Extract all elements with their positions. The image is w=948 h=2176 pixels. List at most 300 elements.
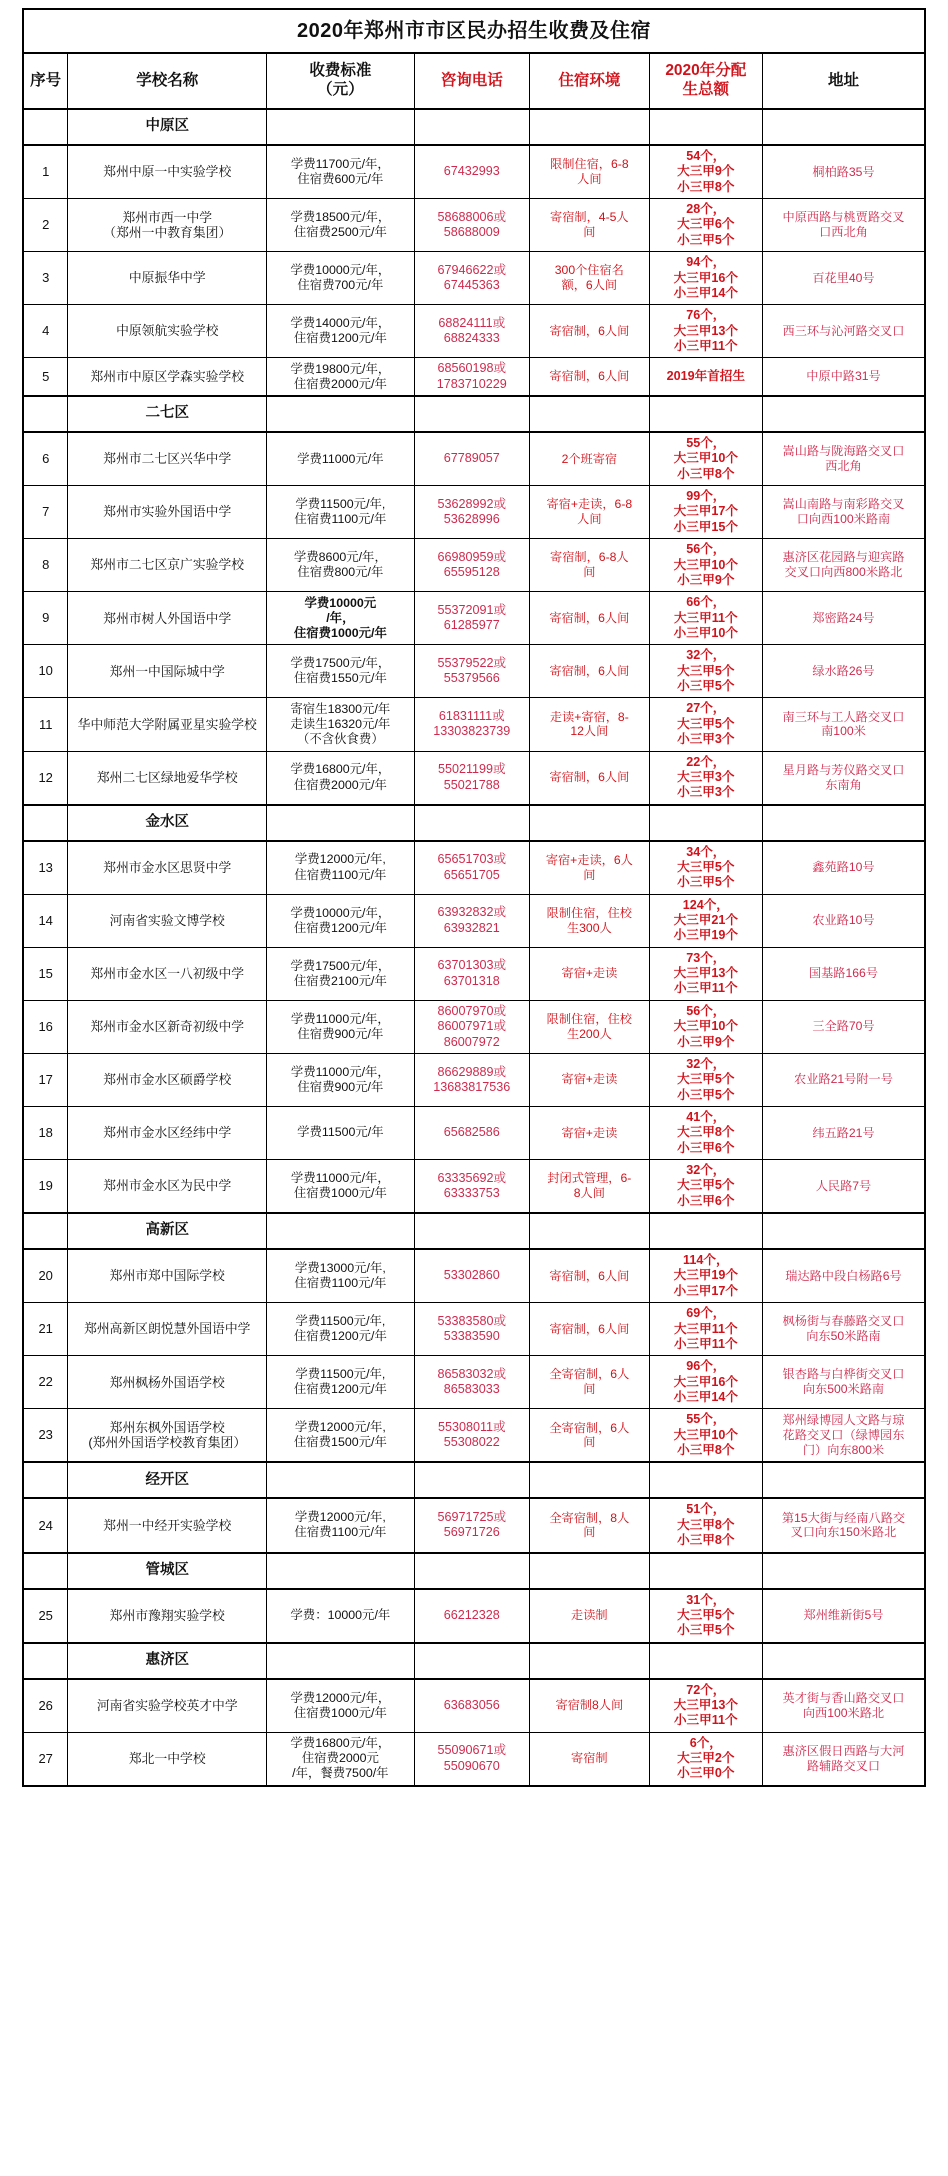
district-blank-cell	[267, 396, 414, 432]
fee-standard-line: 住宿费1200元/年	[293, 1382, 387, 1397]
table-row	[23, 252, 925, 305]
district-name-line: 中原区	[145, 118, 189, 135]
contact-phone	[414, 894, 529, 947]
school-name	[68, 1498, 267, 1552]
contact-phone	[414, 358, 529, 396]
allocation-quota-line: 69个，	[686, 1306, 726, 1321]
school-name-line: 郑州二七区绿地爱华学校	[96, 769, 238, 785]
school-address	[762, 1732, 925, 1786]
allocation-quota	[649, 1732, 762, 1786]
dorm-environment-line: 间	[583, 225, 596, 240]
school-name	[68, 1053, 267, 1106]
row-index-line: 3	[42, 270, 50, 286]
district-blank-cell	[530, 1553, 650, 1589]
school-name-line: 河南省实验学校英才中学	[96, 1697, 238, 1713]
allocation-quota	[649, 432, 762, 486]
allocation-quota	[649, 1053, 762, 1106]
fee-standard-line: 住宿费1100元/年	[294, 512, 387, 527]
district-index-blank	[23, 1462, 68, 1498]
dorm-environment-line: 寄宿制，6人间	[549, 1268, 630, 1283]
school-name	[68, 645, 267, 698]
row-index	[23, 1000, 68, 1053]
school-address-line: 英才街与香山路交叉口	[782, 1690, 905, 1705]
allocation-quota	[649, 1498, 762, 1552]
contact-phone-line: 86583032或	[437, 1366, 507, 1381]
fee-standard	[267, 252, 414, 305]
contact-phone-line: 55308022	[443, 1435, 500, 1450]
dorm-environment	[530, 1679, 650, 1733]
school-name-line: 中原振华中学	[128, 270, 206, 286]
row-index	[23, 751, 68, 805]
dorm-environment-line: 寄宿制，6人间	[549, 770, 630, 785]
dorm-environment	[530, 751, 650, 805]
table-row	[23, 1589, 925, 1643]
contact-phone-line: 65651705	[443, 867, 500, 882]
dorm-environment-line: 寄宿制，6-8人	[550, 550, 629, 565]
district-blank-cell	[530, 805, 650, 841]
school-name-line: 郑州市金水区一八初级中学	[90, 965, 245, 981]
dorm-environment	[530, 305, 650, 358]
school-address-line: 惠济区假日西路与大河	[782, 1743, 905, 1758]
contact-phone-line: 55021788	[443, 777, 500, 792]
allocation-quota-line: 小三甲8个	[677, 466, 735, 481]
dorm-environment	[530, 199, 650, 252]
district-row	[23, 1462, 925, 1498]
contact-phone	[414, 145, 529, 199]
school-name-line: （郑州一中教育集团）	[103, 225, 232, 241]
fee-standard-line: 住宿费2100元/年	[293, 973, 387, 988]
allocation-quota-line: 小三甲11个	[673, 981, 738, 996]
fee-standard-line: 学费16800元/年，	[290, 762, 391, 777]
school-name-line: 郑州市二七区兴华中学	[103, 451, 232, 467]
fee-standard	[267, 1356, 414, 1409]
row-index	[23, 252, 68, 305]
school-name-line: 郑州市实验外国语中学	[103, 504, 232, 520]
row-index	[23, 947, 68, 1000]
school-address	[762, 486, 925, 539]
district-index-blank	[23, 1643, 68, 1679]
contact-phone-line: 55379566	[443, 671, 500, 686]
fee-standard-line: 学费11000元/年	[297, 451, 384, 466]
row-index-line: 11	[38, 716, 53, 732]
school-address-line: 向东500米路南	[802, 1382, 885, 1397]
school-address-line: 惠济区花园路与迎宾路	[782, 550, 905, 565]
row-index-line: 19	[38, 1178, 53, 1194]
school-name	[68, 592, 267, 645]
col-header-address	[762, 53, 925, 109]
school-address-line: 东南角	[825, 777, 862, 792]
allocation-quota	[649, 1679, 762, 1733]
fee-standard-line: 住宿费2000元/年	[293, 777, 387, 792]
fee-standard	[267, 1000, 414, 1053]
fee-standard-line: 学费11500元/年,	[295, 497, 386, 512]
contact-phone-line: 53302860	[443, 1268, 500, 1283]
row-index-line: 20	[38, 1268, 53, 1284]
district-blank-cell	[649, 1553, 762, 1589]
contact-phone-line: 67789057	[443, 451, 500, 466]
school-address	[762, 1249, 925, 1303]
district-blank-cell	[530, 1643, 650, 1679]
district-name	[68, 1213, 267, 1249]
contact-phone-line: 53628992或	[437, 496, 507, 511]
school-address-line: 枫杨街与春藤路交叉口	[782, 1314, 905, 1329]
dorm-environment	[530, 1356, 650, 1409]
fee-standard	[267, 592, 414, 645]
row-index-line: 15	[38, 965, 53, 981]
allocation-quota-line: 小三甲5个	[677, 875, 735, 890]
dorm-environment	[530, 486, 650, 539]
allocation-quota-line: 大三甲17个	[673, 504, 738, 519]
dorm-environment	[530, 592, 650, 645]
row-index-line: 4	[42, 323, 50, 339]
row-index	[23, 1409, 68, 1463]
contact-phone-line: 68824111或	[438, 315, 506, 330]
dorm-environment	[530, 1409, 650, 1463]
row-index-line: 6	[42, 451, 50, 467]
school-name	[68, 1000, 267, 1053]
dorm-environment	[530, 1249, 650, 1303]
table-row	[23, 1053, 925, 1106]
allocation-quota-line: 大三甲16个	[673, 1374, 738, 1389]
dorm-environment-line: 300个住宿名	[554, 263, 624, 278]
allocation-quota-line: 大三甲6个	[677, 217, 735, 232]
school-address-line: 郑州绿博园人文路与琼	[782, 1413, 905, 1428]
fee-standard	[267, 698, 414, 751]
fee-standard-line: 住宿费900元/年	[297, 1079, 384, 1094]
school-address	[762, 252, 925, 305]
district-blank-cell	[414, 1553, 529, 1589]
table-row	[23, 432, 925, 486]
fee-standard	[267, 199, 414, 252]
contact-phone-line: 55372091或	[437, 602, 507, 617]
table-row	[23, 894, 925, 947]
allocation-quota-line: 94个，	[686, 255, 726, 270]
table-row	[23, 145, 925, 199]
dorm-environment-line: 寄宿制，6人间	[549, 369, 630, 384]
table-row	[23, 1303, 925, 1356]
contact-phone-line: 67946622或	[437, 262, 507, 277]
fee-standard-line: 住宿费1000元/年	[293, 625, 387, 640]
school-address-line: 南三环与工人路交叉口	[782, 709, 905, 724]
allocation-quota-line: 54个，	[686, 149, 726, 163]
row-index	[23, 305, 68, 358]
contact-phone	[414, 1303, 529, 1356]
school-address-line: 门）向东800米	[802, 1442, 885, 1457]
district-blank-cell	[762, 109, 925, 145]
allocation-quota	[649, 199, 762, 252]
contact-phone	[414, 1409, 529, 1463]
school-address-line: 三全路70号	[812, 1019, 875, 1034]
fee-standard-line: 学费11500元/年,	[295, 1367, 386, 1382]
school-address-line: 口向西100米路南	[796, 512, 891, 527]
school-address	[762, 305, 925, 358]
contact-phone	[414, 252, 529, 305]
school-address-line: 向东50米路南	[806, 1329, 881, 1344]
district-index-blank	[23, 396, 68, 432]
fee-standard-line: 学费19800元/年，	[290, 361, 391, 376]
fee-standard-line: 住宿费600元/年	[297, 172, 384, 187]
school-name	[68, 841, 267, 895]
dorm-environment-line: 限制住宿，6-8	[550, 157, 629, 172]
district-blank-cell	[414, 1213, 529, 1249]
contact-phone-line: 55379522或	[437, 656, 507, 671]
dorm-environment-line: 寄宿制，6人间	[549, 663, 630, 678]
school-address-line: 花路交叉口（绿博园东	[782, 1427, 905, 1442]
allocation-quota-line: 小三甲19个	[673, 928, 738, 943]
allocation-quota-line: 大三甲2个	[677, 1751, 735, 1766]
allocation-quota-line: 小三甲0个	[677, 1766, 735, 1781]
school-address-line: 郑州维新街5号	[803, 1608, 884, 1623]
allocation-quota-line: 大三甲10个	[673, 557, 738, 572]
dorm-environment-line: 寄宿+走读	[561, 1125, 618, 1140]
row-index-line: 13	[38, 859, 53, 875]
allocation-quota-line: 27个，	[686, 701, 726, 716]
allocation-quota	[649, 698, 762, 751]
table-row	[23, 947, 925, 1000]
fee-standard-line: 学费11000元/年，	[290, 1170, 390, 1185]
dorm-environment	[530, 894, 650, 947]
table-row	[23, 305, 925, 358]
school-address-line: 银杏路与白桦街交叉口	[782, 1367, 905, 1382]
school-address-line: 绿水路26号	[812, 663, 875, 678]
contact-phone-line: 63335692或	[437, 1170, 507, 1185]
col-header-dorm-line: 住宿环境	[558, 71, 621, 89]
dorm-environment-line: 寄宿制，6人间	[549, 1321, 630, 1336]
row-index	[23, 1249, 68, 1303]
contact-phone-line: 63932821	[443, 920, 500, 935]
fee-standard-line: 学费12000元/年，	[290, 1690, 391, 1705]
dorm-environment-line: 全寄宿制，6人	[549, 1367, 630, 1382]
school-address-line: 口西北角	[819, 225, 868, 240]
allocation-quota-line: 51个，	[686, 1502, 726, 1517]
fee-standard-line: 学费17500元/年，	[290, 656, 391, 671]
row-index	[23, 592, 68, 645]
fee-standard	[267, 486, 414, 539]
row-index	[23, 1053, 68, 1106]
school-address	[762, 432, 925, 486]
school-name	[68, 947, 267, 1000]
fee-standard-line: 住宿费2000元/年	[293, 376, 387, 391]
table-row	[23, 645, 925, 698]
contact-phone-line: 67432993	[443, 164, 500, 179]
school-name	[68, 358, 267, 396]
col-header-address-line: 地址	[827, 71, 859, 89]
allocation-quota-line: 72个，	[686, 1682, 726, 1697]
fee-standard-line: 学费11500元/年	[297, 1125, 384, 1140]
fee-standard-line: 学费：10000元/年	[290, 1607, 391, 1622]
allocation-quota-line: 小三甲5个	[677, 232, 735, 247]
table-row	[23, 539, 925, 592]
dorm-environment-line: 全寄宿制，6人	[549, 1420, 630, 1435]
row-index-line: 25	[38, 1607, 53, 1623]
dorm-environment	[530, 698, 650, 751]
district-blank-cell	[649, 1643, 762, 1679]
fee-standard	[267, 1160, 414, 1214]
allocation-quota-line: 小三甲5个	[677, 1623, 735, 1638]
school-address	[762, 145, 925, 199]
allocation-quota-line: 34个，	[686, 844, 726, 859]
fee-standard-line: 住宿费1100元/年	[294, 1276, 387, 1291]
table-row	[23, 1160, 925, 1214]
allocation-quota-line: 大三甲8个	[677, 1517, 735, 1532]
school-address-line: 向西100米路北	[802, 1705, 885, 1720]
contact-phone	[414, 1679, 529, 1733]
school-name	[68, 432, 267, 486]
col-header-fee-line: 收费标准	[309, 62, 372, 80]
district-name-line: 金水区	[145, 813, 189, 830]
row-index	[23, 1303, 68, 1356]
fee-standard-line: 学费10000元/年，	[290, 905, 391, 920]
contact-phone-line: 65682586	[443, 1125, 500, 1140]
dorm-environment	[530, 1160, 650, 1214]
col-header-dorm	[530, 53, 650, 109]
contact-phone	[414, 1160, 529, 1214]
row-index	[23, 432, 68, 486]
fee-standard-line: 住宿费1100元/年	[294, 1525, 387, 1540]
district-blank-cell	[762, 1462, 925, 1498]
contact-phone-line: 55090671或	[437, 1743, 507, 1758]
allocation-quota-line: 73个，	[686, 950, 726, 965]
fee-standard-line: 学费13000元/年,	[294, 1261, 386, 1276]
allocation-quota-line: 小三甲17个	[673, 1283, 738, 1298]
allocation-quota-line: 66个，	[686, 595, 726, 610]
allocation-quota	[649, 539, 762, 592]
contact-phone-line: 63683056	[443, 1697, 500, 1712]
allocation-quota-line: 124个，	[682, 897, 729, 912]
school-address-line: 路辅路交叉口	[806, 1758, 881, 1773]
school-address-line: 人民路7号	[815, 1178, 872, 1193]
contact-phone	[414, 698, 529, 751]
row-index	[23, 1106, 68, 1159]
allocation-quota-line: 32个，	[686, 648, 726, 663]
allocation-quota	[649, 1356, 762, 1409]
fee-standard-line: 住宿费800元/年	[297, 565, 384, 580]
contact-phone-line: 63932832或	[437, 905, 507, 920]
school-name-line: 郑州市二七区京广实验学校	[90, 557, 245, 573]
fee-standard	[267, 145, 414, 199]
district-row	[23, 1643, 925, 1679]
dorm-environment	[530, 1303, 650, 1356]
allocation-quota-line: 大三甲5个	[677, 663, 735, 678]
contact-phone-line: 53383580或	[437, 1313, 507, 1328]
school-name	[68, 145, 267, 199]
row-index-line: 26	[38, 1697, 53, 1713]
table-row	[23, 1498, 925, 1552]
school-name	[68, 1409, 267, 1463]
row-index	[23, 1160, 68, 1214]
fee-standard-line: 住宿费1000元/年	[293, 1186, 387, 1201]
dorm-environment-line: 人间	[577, 172, 602, 187]
contact-phone	[414, 1589, 529, 1643]
district-blank-cell	[649, 805, 762, 841]
allocation-quota	[649, 894, 762, 947]
fee-standard-line: 学费11700元/年，	[290, 156, 390, 171]
row-index-line: 9	[42, 610, 50, 626]
fee-standard	[267, 1589, 414, 1643]
district-name	[68, 1553, 267, 1589]
col-header-quota	[649, 53, 762, 109]
school-address	[762, 841, 925, 895]
fee-standard-line: 学费16800元/年，	[290, 1736, 391, 1751]
dorm-environment	[530, 252, 650, 305]
allocation-quota-line: 小三甲14个	[673, 285, 738, 300]
allocation-quota	[649, 358, 762, 396]
allocation-quota	[649, 645, 762, 698]
dorm-environment-line: 额，6人间	[561, 278, 618, 293]
row-index	[23, 486, 68, 539]
row-index-line: 21	[38, 1321, 53, 1337]
table-row	[23, 698, 925, 751]
allocation-quota-line: 小三甲11个	[673, 1336, 738, 1351]
allocation-quota-line: 大三甲10个	[673, 451, 738, 466]
district-name	[68, 109, 267, 145]
school-address-line: 中原中路31号	[806, 369, 881, 384]
dorm-environment-line: 走读制	[571, 1608, 608, 1623]
school-address	[762, 1000, 925, 1053]
contact-phone	[414, 841, 529, 895]
school-name-line: 郑州一中国际城中学	[109, 663, 225, 679]
district-blank-cell	[414, 1462, 529, 1498]
col-header-index	[23, 53, 68, 109]
row-index-line: 5	[42, 368, 50, 384]
school-address	[762, 1160, 925, 1214]
fee-standard	[267, 539, 414, 592]
fee-standard	[267, 645, 414, 698]
fee-standard	[267, 1409, 414, 1463]
fee-standard-line: 学费12000元/年,	[294, 1510, 386, 1525]
school-name-line: 郑州枫杨外国语学校	[109, 1374, 225, 1390]
contact-phone-line: 67445363	[443, 278, 500, 293]
allocation-quota-line: 55个，	[686, 436, 726, 451]
school-name-line: 郑州市中原区学森实验学校	[90, 368, 245, 384]
allocation-quota-line: 小三甲10个	[673, 625, 738, 640]
contact-phone	[414, 1732, 529, 1786]
dorm-environment-line: 间	[583, 867, 596, 882]
dorm-environment-line: 寄宿制	[571, 1751, 608, 1766]
col-header-school	[68, 53, 267, 109]
allocation-quota-line: 22个，	[686, 754, 726, 769]
district-name-line: 惠济区	[145, 1651, 189, 1668]
dorm-environment	[530, 645, 650, 698]
school-address-line: 中原西路与桃贾路交叉	[782, 210, 905, 225]
school-name	[68, 1732, 267, 1786]
table-row	[23, 751, 925, 805]
page-title: 2020年郑州市市区民办招生收费及住宿	[23, 9, 925, 53]
dorm-environment-line: 人间	[577, 512, 602, 527]
fee-standard-line: 学费18500元/年，	[290, 209, 391, 224]
dorm-environment	[530, 1589, 650, 1643]
allocation-quota-line: 76个，	[686, 308, 726, 323]
fee-standard-line: 住宿费1200元/年	[293, 1329, 387, 1344]
district-index-blank	[23, 805, 68, 841]
district-blank-cell	[267, 109, 414, 145]
school-name-line: (郑州外国语学校教育集团）	[88, 1435, 247, 1451]
row-index-line: 17	[38, 1072, 53, 1087]
row-index-line: 22	[38, 1374, 53, 1390]
fee-standard-line: 学费11000元/年，	[290, 1064, 390, 1079]
contact-phone-line: 13683817536	[433, 1079, 511, 1094]
allocation-quota	[649, 1160, 762, 1214]
school-name-line: 郑州市豫翔实验学校	[109, 1607, 225, 1623]
fee-standard-line: 学费14000元/年，	[290, 316, 391, 331]
table-body	[23, 9, 925, 1786]
header-row	[23, 53, 925, 109]
allocation-quota	[649, 1106, 762, 1159]
fee-standard-line: 住宿费2500元/年	[293, 225, 387, 240]
row-index	[23, 841, 68, 895]
row-index	[23, 145, 68, 199]
allocation-quota-line: 99个，	[686, 489, 726, 504]
